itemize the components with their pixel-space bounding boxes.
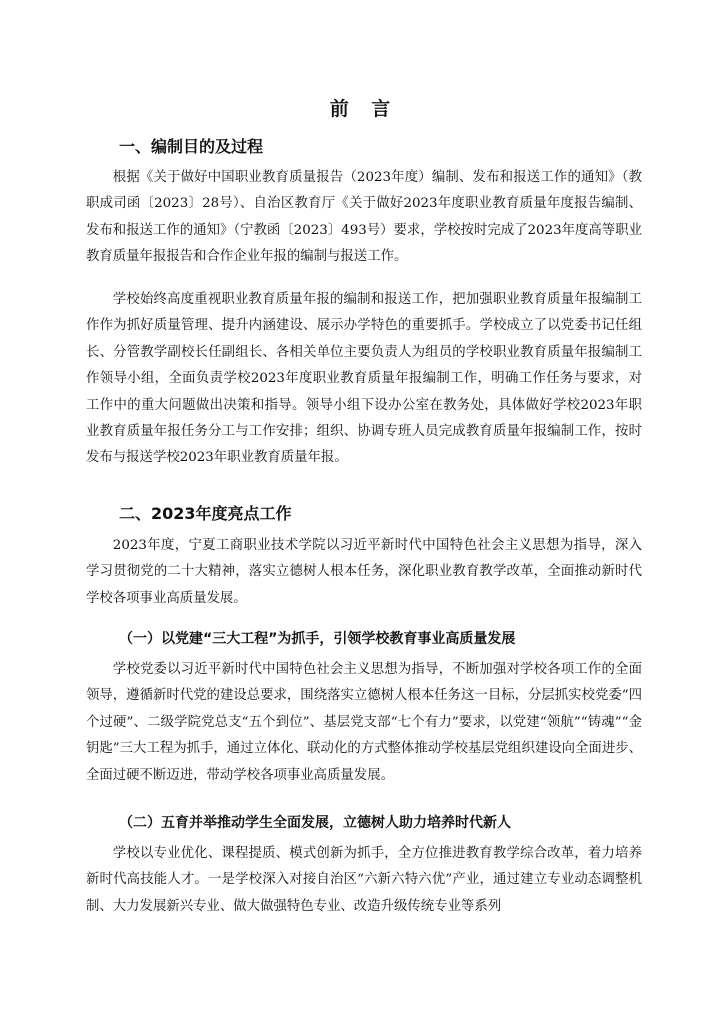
subsection-1-heading: （一）以党建“三大工程”为抓手，引领学校教育事业高质量发展 (119, 631, 516, 647)
section-1-heading: 一、编制目的及过程 (119, 137, 264, 156)
subsection-2-paragraph: 学校以专业优化、课程提质、模式创新为抓手，全方位推进教育教学综合改革，着力培养新时代高技能人才。一是学校深入对接自治区“六新六特六优”产业，通过建立专业动态调整机制、大力发展新兴专业、做大做强特色专业、改造升级传统专业等系列 (86, 846, 642, 914)
section-2-intro: 2023年度，宁夏工商职业技术学院以习近平新时代中国特色社会主义思想为指导，深入学习贯彻党的二十大精神，落实立德树人根本任务，深化职业教育教学改革，全面推动新时代学校各项事业高质量发展。 (86, 538, 642, 606)
subsection-2-heading: （二）五育并举推动学生全面发展，立德树人助力培养时代新人 (119, 815, 511, 831)
section-2-heading: 二、2023年度亮点工作 (119, 504, 292, 523)
section-1-paragraph-2: 学校始终高度重视职业教育质量年报的编制和报送工作，把加强职业教育质量年报编制工作作为抓好质量管理、提升内涵建设、展示办学特色的重要抓手。学校成立了以党委书记任组长、分管教学副校长任副组长、各相关单位主要负责人为组员的学校职业教育质量年报编制工作领导小组，全面负责学校2023年度职业教育质量年报编制工作，明确工作任务与要求，对工作中的重大问题做出决策和指导。领导小组下设办公室在教务处，具体做好学校2023年职业教育质量年报任务分工与工作安排；组织、协调专班人员完成教育质量年报编制工作，按时发布与报送学校2023年职业教育质量年报。 (86, 292, 642, 466)
section-1-paragraph-1: 根据《关于做好中国职业教育质量报告（2023年度）编制、发布和报送工作的通知》（教职成司函〔2023〕28号）、自治区教育厅《关于做好2023年度职业教育质量年度报告编制、发布和报送工作的通知》（宁教函〔2023〕493号）要求，学校按时完成了2023年度高等职业教育质量年报报告和合作企业年报的编制与报送工作。 (86, 170, 642, 265)
page-title: 前 言 (329, 98, 399, 120)
document-page (86, 0, 642, 1024)
subsection-1-paragraph: 学校党委以习近平新时代中国特色社会主义思想为指导，不断加强对学校各项工作的全面领导，遵循新时代党的建设总要求，围绕落实立德树人根本任务这一目标，分层抓实校党委“四个过硬”、二级学院党总支“五个到位”、基层党支部“七个有力”要求，以党建“领航”“铸魂”“金钥匙”三大工程为抓手，通过立体化、联动化的方式整体推动学校基层党组织建设向全面进步、全面过硬不断迈进，带动学校各项事业高质量发展。 (86, 662, 642, 783)
